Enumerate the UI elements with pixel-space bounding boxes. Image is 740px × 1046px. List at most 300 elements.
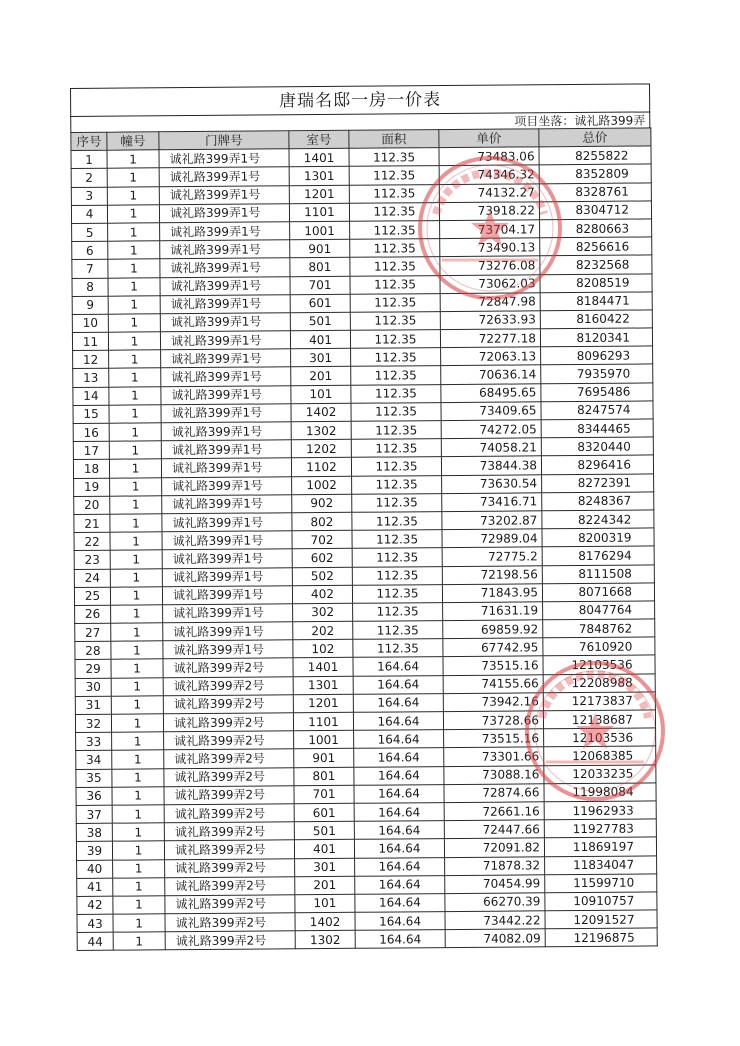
table-cell: 164.64	[355, 930, 445, 949]
table-cell: 1	[110, 586, 162, 605]
table-cell: 73409.65	[441, 402, 541, 421]
table-cell: 72091.82	[444, 838, 544, 857]
table-cell: 诚礼路399弄2号	[163, 676, 293, 695]
table-cell: 164.64	[355, 893, 445, 912]
table-cell: 1202	[291, 439, 351, 458]
table-cell: 16	[73, 423, 109, 441]
table-cell: 6	[72, 241, 108, 259]
table-cell: 72063.13	[441, 347, 541, 366]
table-cell: 1	[107, 205, 159, 224]
table-cell: 112.35	[351, 439, 441, 458]
table-cell: 7695486	[541, 383, 653, 402]
table-cell: 1101	[289, 203, 349, 222]
table-cell: 1301	[289, 167, 349, 186]
table-cell: 诚礼路399弄2号	[164, 767, 294, 786]
table-cell: 23	[74, 551, 110, 569]
table-cell: 112.35	[352, 548, 442, 567]
table-cell: 74132.27	[439, 183, 539, 202]
table-cell: 1	[108, 295, 160, 314]
table-cell: 72198.56	[442, 565, 542, 584]
table-cell: 112.35	[352, 566, 442, 585]
table-cell: 1	[108, 314, 160, 333]
table-cell: 1	[112, 805, 164, 824]
table-cell: 8272391	[542, 473, 654, 492]
table-cell: 7848762	[543, 619, 655, 638]
table-cell: 21	[74, 514, 110, 532]
table-cell: 8256616	[540, 237, 652, 256]
table-cell: 201	[295, 876, 355, 895]
table-cell: 诚礼路399弄1号	[159, 167, 289, 186]
table-cell: 73515.16	[444, 729, 544, 748]
table-cell: 164.64	[355, 875, 445, 894]
table-cell: 诚礼路399弄1号	[161, 440, 291, 459]
table-cell: 112.35	[352, 493, 442, 512]
table-cell: 302	[293, 603, 353, 622]
table-cell: 112.35	[349, 202, 439, 221]
price-list-sheet	[70, 83, 657, 951]
table-cell: 1	[112, 787, 164, 806]
table-cell: 8304712	[539, 201, 651, 220]
table-cell: 801	[290, 258, 350, 277]
table-cell: 72847.98	[440, 293, 540, 312]
table-cell: 11	[72, 332, 108, 350]
table-cell: 39	[76, 842, 112, 860]
table-cell: 32	[75, 714, 111, 732]
table-cell: 164.64	[354, 730, 444, 749]
table-cell: 73942.16	[443, 693, 543, 712]
table-cell: 8208519	[540, 273, 652, 292]
table-cell: 73918.22	[439, 202, 539, 221]
table-cell: 诚礼路399弄1号	[163, 622, 293, 641]
column-header: 总价	[539, 128, 651, 147]
table-cell: 8232568	[540, 255, 652, 274]
table-cell: 74155.66	[443, 674, 543, 693]
table-cell: 诚礼路399弄1号	[162, 495, 292, 514]
table-cell: 71631.19	[443, 602, 543, 621]
table-cell: 诚礼路399弄1号	[163, 604, 293, 623]
table-cell: 12068385	[544, 746, 656, 765]
table-cell: 1401	[289, 148, 349, 167]
table-cell: 74058.21	[441, 438, 541, 457]
table-cell: 诚礼路399弄1号	[162, 567, 292, 586]
table-cell: 1	[111, 641, 163, 660]
table-cell: 1	[109, 459, 161, 478]
table-cell: 1	[108, 223, 160, 242]
table-cell: 112.35	[350, 221, 440, 240]
table-cell: 601	[290, 294, 350, 313]
table-row	[77, 928, 657, 951]
table-cell: 8176294	[542, 546, 654, 565]
table-cell: 40	[77, 860, 113, 878]
table-cell: 1	[111, 714, 163, 733]
table-cell: 201	[291, 367, 351, 386]
table-cell: 8	[72, 278, 108, 296]
table-cell: 1	[108, 241, 160, 260]
table-cell: 1	[111, 605, 163, 624]
table-cell: 1402	[295, 912, 355, 931]
table-cell: 112.35	[351, 348, 441, 367]
table-cell: 112.35	[350, 257, 440, 276]
table-cell: 35	[76, 769, 112, 787]
table-cell: 1	[112, 768, 164, 787]
table-cell: 112.35	[351, 457, 441, 476]
table-cell: 1	[111, 696, 163, 715]
table-cell: 34	[76, 751, 112, 769]
table-cell: 25	[74, 587, 110, 605]
table-cell: 1	[110, 514, 162, 533]
table-cell: 73630.54	[442, 474, 542, 493]
table-cell: 1402	[291, 403, 351, 422]
table-cell: 29	[75, 660, 111, 678]
table-cell: 11927783	[544, 819, 656, 838]
table-cell: 72447.66	[444, 820, 544, 839]
table-cell: 73416.71	[442, 493, 542, 512]
table-cell: 1	[111, 623, 163, 642]
table-cell: 164.64	[354, 803, 444, 822]
table-cell: 73062.03	[440, 274, 540, 293]
table-cell: 401	[290, 330, 350, 349]
table-cell: 8111508	[542, 564, 654, 583]
table-cell: 41	[77, 878, 113, 896]
table-cell: 1301	[293, 676, 353, 695]
table-cell: 112.35	[350, 275, 440, 294]
table-cell: 诚礼路399弄2号	[165, 895, 295, 914]
table-cell: 7610920	[543, 637, 655, 656]
table-cell: 1002	[292, 476, 352, 495]
table-cell: 诚礼路399弄1号	[161, 458, 291, 477]
table-cell: 8047764	[543, 601, 655, 620]
table-cell: 73442.22	[445, 911, 545, 930]
table-cell: 17	[73, 441, 109, 459]
table-cell: 401	[294, 840, 354, 859]
table-cell: 5	[72, 223, 108, 241]
table-cell: 11869197	[544, 837, 656, 856]
table-cell: 8200319	[542, 528, 654, 547]
table-cell: 12103536	[544, 728, 656, 747]
table-cell: 36	[76, 787, 112, 805]
table-cell: 402	[292, 585, 352, 604]
table-cell: 164.64	[355, 857, 445, 876]
table-cell: 27	[75, 623, 111, 641]
table-cell: 12	[73, 350, 109, 368]
document-title: 唐瑞名邸一房一价表	[70, 83, 650, 116]
column-header: 序号	[71, 132, 107, 150]
table-cell: 14	[73, 387, 109, 405]
table-cell: 902	[292, 494, 352, 513]
table-cell: 73704.17	[440, 220, 540, 239]
table-cell: 1	[108, 259, 160, 278]
table-cell: 诚礼路399弄1号	[161, 385, 291, 404]
table-cell: 诚礼路399弄2号	[164, 731, 294, 750]
table-cell: 202	[293, 621, 353, 640]
table-cell: 67742.95	[443, 638, 543, 657]
table-cell: 502	[292, 567, 352, 586]
table-cell: 1	[109, 386, 161, 405]
table-cell: 诚礼路399弄1号	[160, 222, 290, 241]
table-cell: 7	[72, 260, 108, 278]
table-cell: 诚礼路399弄2号	[163, 695, 293, 714]
table-cell: 诚礼路399弄1号	[160, 240, 290, 259]
table-cell: 66270.39	[445, 893, 545, 912]
table-cell: 诚礼路399弄1号	[163, 640, 293, 659]
table-cell: 诚礼路399弄1号	[162, 476, 292, 495]
table-cell: 73276.08	[440, 256, 540, 275]
table-cell: 43	[77, 914, 113, 932]
table-cell: 诚礼路399弄1号	[162, 549, 292, 568]
table-cell: 8280663	[540, 219, 652, 238]
table-cell: 112.35	[352, 530, 442, 549]
table-cell: 10910757	[545, 892, 657, 911]
table-cell: 164.64	[353, 657, 443, 676]
table-cell: 诚礼路399弄2号	[165, 876, 295, 895]
price-table	[70, 127, 657, 951]
table-cell: 11834047	[545, 855, 657, 874]
table-cell: 24	[74, 569, 110, 587]
table-cell: 1201	[293, 694, 353, 713]
table-cell: 33	[76, 732, 112, 750]
table-cell: 1	[112, 750, 164, 769]
table-cell: 74346.32	[439, 165, 539, 184]
table-cell: 8320440	[541, 437, 653, 456]
table-cell: 31	[75, 696, 111, 714]
table-cell: 诚礼路399弄2号	[164, 786, 294, 805]
table-cell: 22	[74, 532, 110, 550]
table-cell: 诚礼路399弄1号	[159, 149, 289, 168]
table-cell: 28	[75, 641, 111, 659]
table-cell: 164.64	[353, 675, 443, 694]
table-cell: 1	[109, 423, 161, 442]
table-cell: 112.35	[349, 148, 439, 167]
table-cell: 42	[77, 896, 113, 914]
table-cell: 164.64	[354, 839, 444, 858]
table-cell: 1	[113, 896, 165, 915]
table-cell: 112.35	[351, 384, 441, 403]
table-cell: 20	[74, 496, 110, 514]
table-cell: 诚礼路399弄2号	[163, 713, 293, 732]
table-cell: 601	[294, 803, 354, 822]
table-cell: 诚礼路399弄2号	[165, 913, 295, 932]
table-cell: 15	[73, 405, 109, 423]
table-cell: 1001	[294, 730, 354, 749]
table-cell: 112.35	[350, 239, 440, 258]
table-cell: 诚礼路399弄1号	[161, 349, 291, 368]
table-cell: 164.64	[353, 693, 443, 712]
table-cell: 101	[291, 385, 351, 404]
table-cell: 1	[109, 441, 161, 460]
table-cell: 诚礼路399弄1号	[160, 313, 290, 332]
table-cell: 1401	[293, 658, 353, 677]
table-cell: 4	[71, 205, 107, 223]
table-cell: 301	[291, 349, 351, 368]
table-cell: 诚礼路399弄1号	[162, 513, 292, 532]
table-cell: 501	[290, 312, 350, 331]
table-cell: 901	[290, 239, 350, 258]
table-cell: 112.35	[350, 293, 440, 312]
table-cell: 诚礼路399弄1号	[162, 531, 292, 550]
table-cell: 72633.93	[440, 311, 540, 330]
table-cell: 8247574	[541, 401, 653, 420]
table-cell: 2	[71, 169, 107, 187]
table-cell: 诚礼路399弄1号	[160, 331, 290, 350]
table-cell: 诚礼路399弄1号	[160, 294, 290, 313]
table-cell: 30	[75, 678, 111, 696]
table-cell: 1	[110, 477, 162, 496]
table-cell: 112.35	[351, 402, 441, 421]
table-cell: 73490.13	[440, 238, 540, 257]
table-cell: 1101	[293, 712, 353, 731]
table-cell: 诚礼路399弄1号	[161, 404, 291, 423]
table-cell: 7935970	[541, 364, 653, 383]
table-cell: 8184471	[540, 292, 652, 311]
table-cell: 70454.99	[445, 874, 545, 893]
table-cell: 72989.04	[442, 529, 542, 548]
table-cell: 74082.09	[445, 929, 545, 948]
table-cell: 164.64	[354, 784, 444, 803]
table-cell: 1	[110, 532, 162, 551]
table-cell: 68495.65	[441, 383, 541, 402]
table-cell: 73301.66	[444, 747, 544, 766]
table-cell: 诚礼路399弄1号	[161, 367, 291, 386]
table-cell: 802	[292, 512, 352, 531]
table-cell: 12208988	[543, 674, 655, 693]
table-cell: 8328761	[539, 183, 651, 202]
table-cell: 44	[77, 932, 113, 950]
table-cell: 9	[72, 296, 108, 314]
table-cell: 诚礼路399弄2号	[164, 840, 294, 859]
table-cell: 8344465	[541, 419, 653, 438]
column-header: 单价	[439, 129, 539, 148]
table-cell: 8096293	[541, 346, 653, 365]
table-cell: 1201	[289, 185, 349, 204]
table-cell: 12103536	[543, 655, 655, 674]
table-cell: 11599710	[545, 874, 657, 893]
table-cell: 112.35	[351, 421, 441, 440]
table-cell: 1	[113, 914, 165, 933]
table-cell: 164.64	[355, 912, 445, 931]
table-cell: 164.64	[353, 712, 443, 731]
table-cell: 1	[109, 350, 161, 369]
table-cell: 73202.87	[442, 511, 542, 530]
table-cell: 72775.2	[442, 547, 542, 566]
table-cell: 164.64	[354, 821, 444, 840]
table-cell: 1	[113, 932, 165, 951]
table-cell: 112.35	[350, 330, 440, 349]
column-header: 门牌号	[159, 131, 289, 150]
table-cell: 10	[72, 314, 108, 332]
table-cell: 诚礼路399弄1号	[160, 276, 290, 295]
table-cell: 164.64	[354, 748, 444, 767]
table-cell: 18	[73, 460, 109, 478]
column-header: 面积	[349, 130, 439, 149]
table-cell: 3	[71, 187, 107, 205]
table-cell: 301	[295, 858, 355, 877]
table-cell: 8071668	[542, 583, 654, 602]
table-cell: 73515.16	[443, 656, 543, 675]
table-cell: 8120341	[540, 328, 652, 347]
table-cell: 诚礼路399弄2号	[164, 804, 294, 823]
table-cell: 501	[294, 821, 354, 840]
table-cell: 74272.05	[441, 420, 541, 439]
table-cell: 8224342	[542, 510, 654, 529]
table-cell: 112.35	[351, 366, 441, 385]
column-header: 幢号	[107, 132, 159, 151]
table-cell: 112.35	[349, 184, 439, 203]
table-cell: 1302	[295, 931, 355, 950]
table-cell: 诚礼路399弄2号	[165, 858, 295, 877]
table-cell: 71843.95	[442, 583, 542, 602]
table-cell: 8352809	[539, 164, 651, 183]
table-cell: 602	[292, 549, 352, 568]
table-cell: 12173837	[543, 692, 655, 711]
table-cell: 72661.16	[444, 802, 544, 821]
table-cell: 112.35	[352, 475, 442, 494]
table-cell: 701	[290, 276, 350, 295]
table-cell: 诚礼路399弄1号	[159, 204, 289, 223]
table-cell: 702	[292, 530, 352, 549]
table-cell: 102	[293, 640, 353, 659]
table-cell: 1302	[291, 421, 351, 440]
table-cell: 70636.14	[441, 365, 541, 384]
table-cell: 1	[110, 496, 162, 515]
table-cell: 1	[107, 186, 159, 205]
table-cell: 1	[113, 859, 165, 878]
table-cell: 73088.16	[444, 765, 544, 784]
table-cell: 71878.32	[445, 856, 545, 875]
table-cell: 112.35	[350, 311, 440, 330]
table-cell: 1102	[291, 458, 351, 477]
table-cell: 1	[108, 332, 160, 351]
table-cell: 12196875	[545, 928, 657, 947]
table-cell: 1	[111, 659, 163, 678]
table-cell: 73483.06	[439, 147, 539, 166]
project-location: 项目坐落：诚礼路399弄	[70, 111, 650, 132]
table-cell: 164.64	[354, 766, 444, 785]
table-cell: 1	[109, 368, 161, 387]
table-cell: 112.35	[353, 602, 443, 621]
table-cell: 1	[107, 150, 159, 169]
table-cell: 1	[112, 841, 164, 860]
table-cell: 1	[110, 550, 162, 569]
table-cell: 8248367	[542, 492, 654, 511]
table-cell: 11962933	[544, 801, 656, 820]
table-cell: 112.35	[352, 512, 442, 531]
table-cell: 12138687	[543, 710, 655, 729]
table-cell: 801	[294, 767, 354, 786]
table-cell: 1	[108, 277, 160, 296]
table-cell: 26	[75, 605, 111, 623]
table-cell: 701	[294, 785, 354, 804]
table-cell: 101	[295, 894, 355, 913]
table-cell: 38	[76, 823, 112, 841]
table-cell: 8255822	[539, 146, 651, 165]
table-cell: 12033235	[544, 764, 656, 783]
table-cell: 诚礼路399弄2号	[164, 822, 294, 841]
table-cell: 112.35	[353, 639, 443, 658]
table-cell: 73844.38	[441, 456, 541, 475]
table-cell: 1	[112, 823, 164, 842]
table-cell: 37	[76, 805, 112, 823]
table-cell: 72277.18	[440, 329, 540, 348]
table-cell: 1	[109, 405, 161, 424]
table-cell: 901	[294, 749, 354, 768]
table-cell: 12091527	[545, 910, 657, 929]
table-cell: 19	[74, 478, 110, 496]
table-cell: 73728.66	[443, 711, 543, 730]
table-cell: 1	[112, 732, 164, 751]
table-cell: 13	[73, 369, 109, 387]
table-cell: 69859.92	[443, 620, 543, 639]
table-cell: 诚礼路399弄2号	[163, 658, 293, 677]
